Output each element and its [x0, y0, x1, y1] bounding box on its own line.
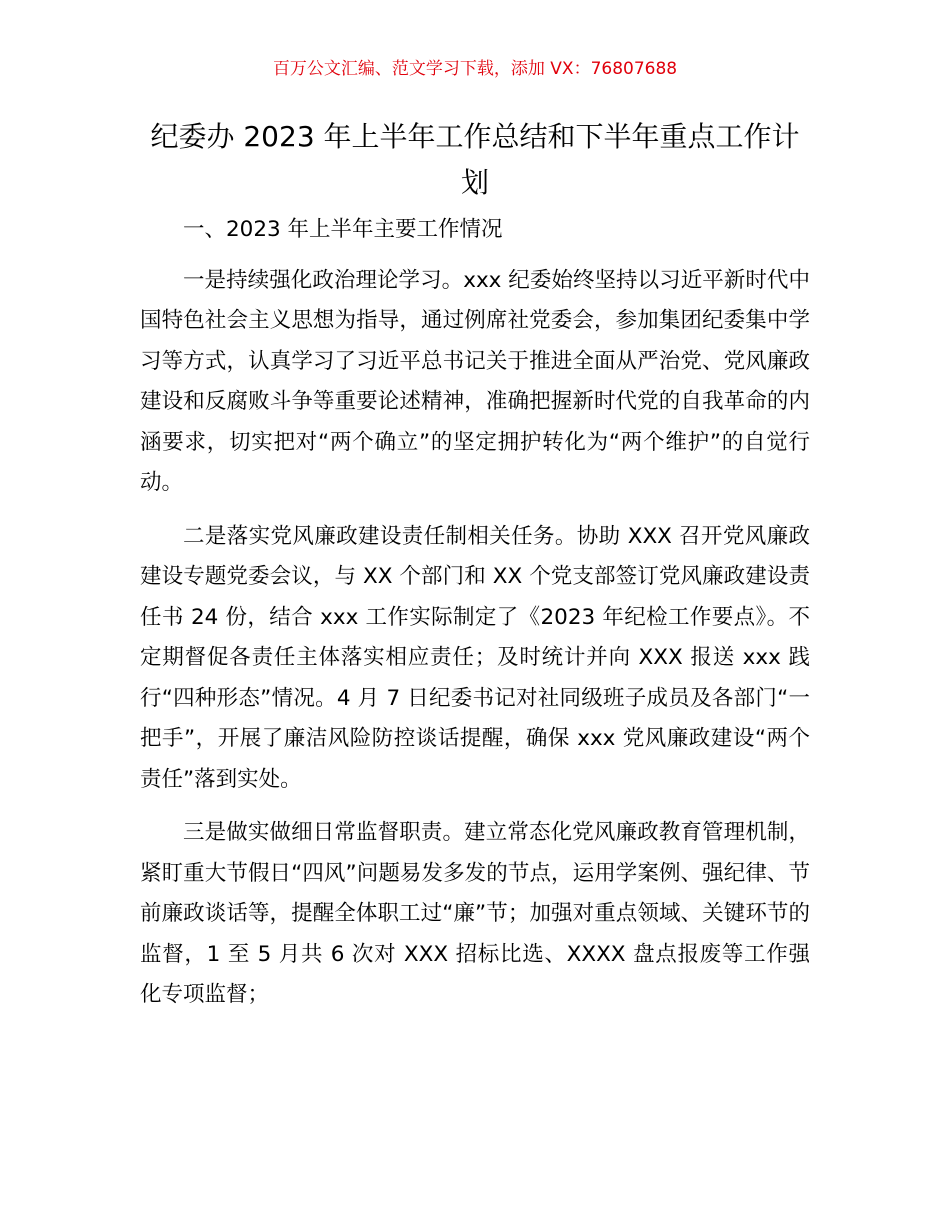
- header-banner: 百万公文汇编、范文学习下载，添加 VX：76807688: [272, 59, 678, 79]
- paragraph-2: 二是落实党风廉政建设责任制相关任务。协助 XXX 召开党风廉政建设专题党委会议，与 XX 个部门和 XX 个党支部签订党风廉政建设责任书 24 份，结合 xxx 工作实际制定了《2023 年纪检工作要点》。不定期督促各责任主体落实相应责任；及时统计并向 XXX 报送 xxx 践行“四种形态”情况。4 月 7 日纪委书记对社同级班子成员及各部门“一把手”，开展了廉洁风险防控谈话提醒，确保 xxx 党风廉政建设“两个责任”落到实处。: [140, 523, 810, 792]
- section-heading: 一、2023 年上半年主要工作情况: [183, 217, 503, 242]
- paragraph-3: 三是做实做细日常监督职责。建立常态化党风廉政教育管理机制，紧盯重大节假日“四风”问题易发多发的节点，运用学案例、强纪律、节前廉政谈话等，提醒全体职工过“廉”节；加强对重点领域、关键环节的监督，1 至 5 月共 6 次对 XXX 招标比选、XXXX 盘点报废等工作强化专项监督；: [140, 820, 810, 1007]
- paragraph-1: 一是持续强化政治理论学习。xxx 纪委始终坚持以习近平新时代中国特色社会主义思想为指导，通过例席社党委会，参加集团纪委集中学习等方式，认真学习了习近平总书记关于推进全面从严治党、党风廉政建设和反腐败斗争等重要论述精神，准确把握新时代党的自我革命的内涵要求，切实把对“两个确立”的坚定拥护转化为“两个维护”的自觉行动。: [140, 267, 810, 495]
- document-body: [140, 210, 810, 1029]
- document-title: 纪委办 2023 年上半年工作总结和下半年重点工作计划: [150, 120, 800, 199]
